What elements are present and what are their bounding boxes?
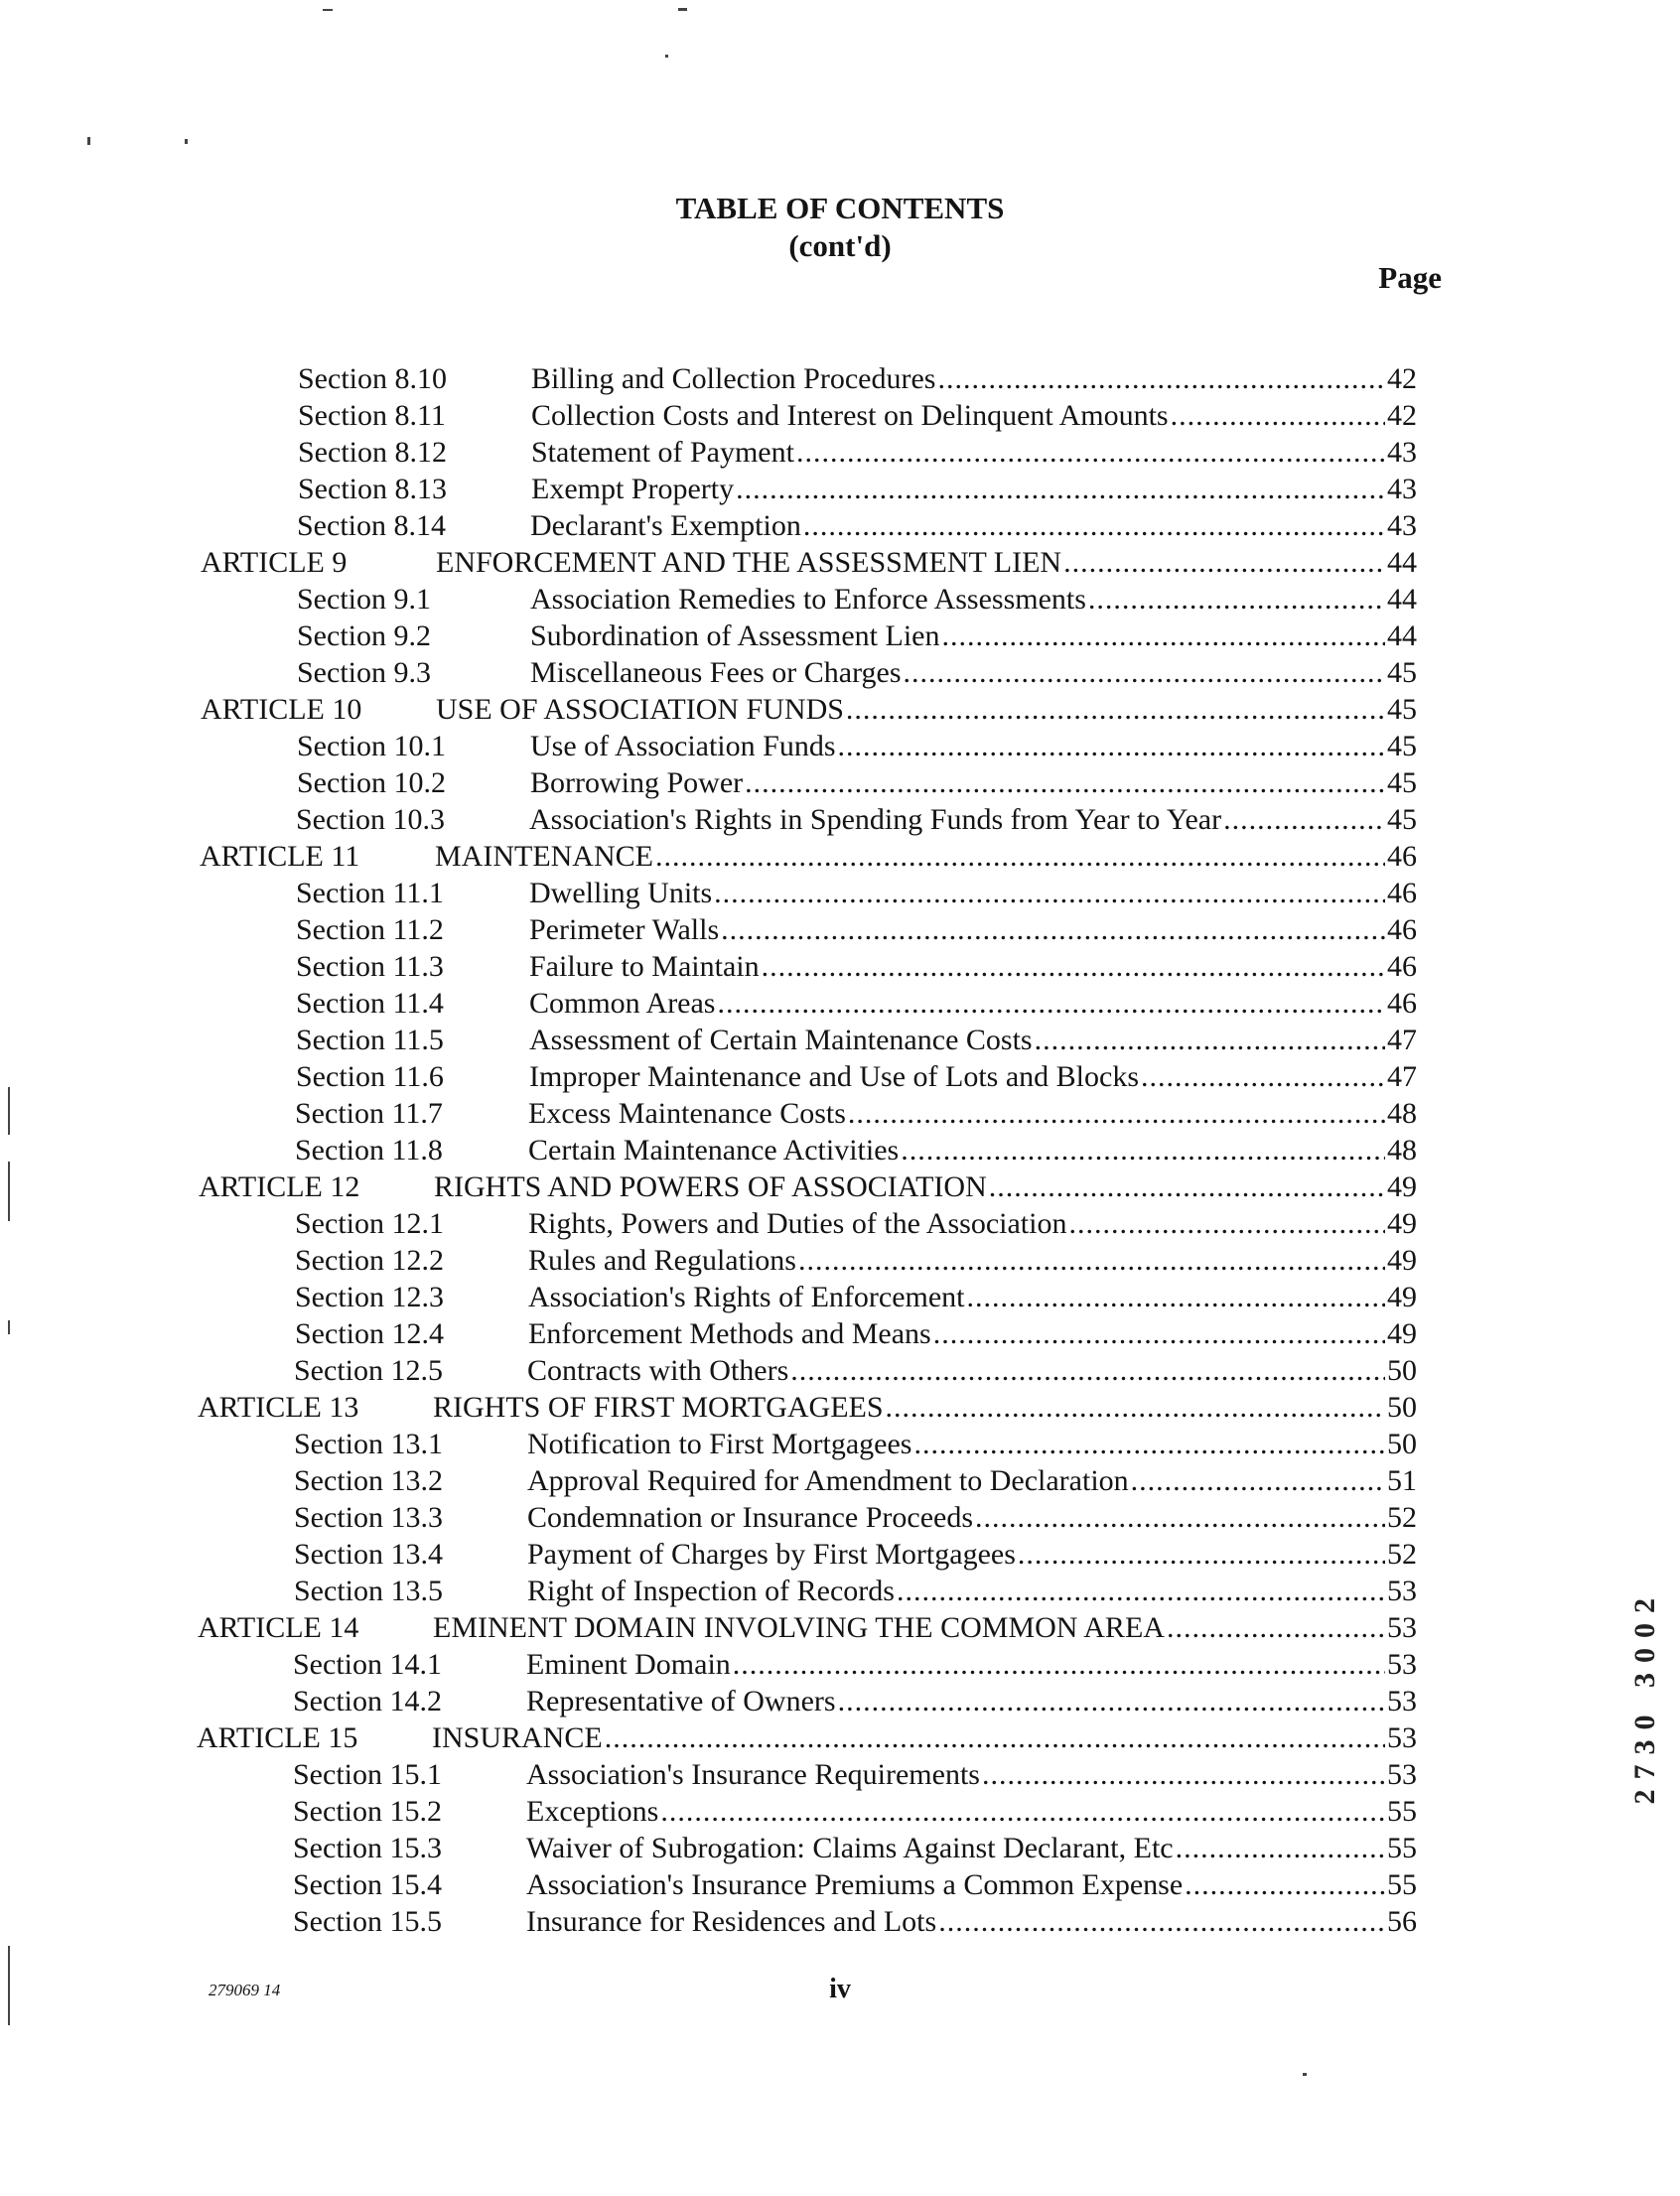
section-number: Section 11.8 bbox=[295, 1134, 443, 1167]
toc-section-row bbox=[0, 1279, 1680, 1315]
toc-entry-line bbox=[436, 691, 1417, 728]
page-ref: 55 bbox=[1387, 1795, 1417, 1828]
toc-entry-line bbox=[527, 1573, 1417, 1609]
section-number: Section 11.2 bbox=[296, 913, 444, 946]
dot-leader bbox=[721, 911, 1385, 948]
toc-entry-line bbox=[529, 1022, 1417, 1058]
section-title: Enforcement Methods and Means bbox=[528, 1317, 931, 1350]
toc-entry-line bbox=[527, 1462, 1417, 1499]
section-number: Section 8.12 bbox=[298, 436, 447, 469]
section-number: Section 12.4 bbox=[295, 1317, 444, 1350]
section-title: Association Remedies to Enforce Assessments bbox=[530, 583, 1086, 616]
dot-leader bbox=[982, 1756, 1385, 1793]
section-title: Contracts with Others bbox=[527, 1354, 789, 1387]
section-number: Section 13.1 bbox=[294, 1428, 443, 1460]
section-number: Section 11.6 bbox=[296, 1060, 444, 1093]
toc-article-row bbox=[0, 544, 1680, 581]
dot-leader bbox=[1141, 1058, 1385, 1095]
toc-section-row bbox=[0, 875, 1680, 911]
article-number: ARTICLE 14 bbox=[198, 1611, 359, 1644]
dot-leader bbox=[989, 1168, 1385, 1205]
article-number: ARTICLE 15 bbox=[197, 1721, 358, 1754]
section-title: Borrowing Power bbox=[530, 766, 744, 799]
page-ref: 49 bbox=[1387, 1170, 1417, 1203]
section-number: Section 13.2 bbox=[294, 1464, 443, 1497]
section-number: Section 11.5 bbox=[296, 1024, 444, 1056]
toc-entry-line bbox=[526, 1646, 1417, 1683]
toc-section-row bbox=[0, 654, 1680, 691]
page-ref: 55 bbox=[1387, 1832, 1417, 1864]
section-title: Miscellaneous Fees or Charges bbox=[530, 656, 902, 689]
section-number: Section 12.5 bbox=[294, 1354, 443, 1387]
toc-section-row bbox=[0, 1315, 1680, 1352]
page-ref: 51 bbox=[1387, 1464, 1417, 1497]
dot-leader bbox=[846, 691, 1385, 728]
page-ref: 48 bbox=[1387, 1134, 1417, 1167]
dot-leader bbox=[967, 1279, 1386, 1315]
toc-entry-line bbox=[530, 764, 1417, 801]
section-title: Improper Maintenance and Use of Lots and Blocks bbox=[529, 1060, 1139, 1093]
section-title: Notification to First Mortgagees bbox=[527, 1428, 912, 1460]
section-number: Section 8.11 bbox=[298, 399, 446, 432]
article-title: MAINTENANCE bbox=[435, 840, 653, 873]
toc-entry-line bbox=[526, 1903, 1417, 1940]
toc-section-row bbox=[0, 801, 1680, 838]
toc-section-row bbox=[0, 1903, 1680, 1940]
dot-leader bbox=[937, 360, 1385, 397]
section-number: Section 11.4 bbox=[296, 987, 444, 1020]
dot-leader bbox=[1223, 801, 1385, 838]
toc-entry-line bbox=[529, 911, 1417, 948]
toc-entry-line bbox=[529, 801, 1417, 838]
dot-leader bbox=[762, 948, 1385, 985]
section-title: Statement of Payment bbox=[531, 436, 794, 469]
dot-leader bbox=[605, 1719, 1385, 1756]
section-title: Association's Insurance Premiums a Common Expense bbox=[526, 1868, 1184, 1901]
toc-section-row bbox=[0, 1058, 1680, 1095]
dot-leader bbox=[733, 1646, 1385, 1683]
page-ref: 43 bbox=[1387, 473, 1417, 505]
section-number: Section 12.1 bbox=[295, 1207, 444, 1240]
section-number: Section 14.1 bbox=[293, 1648, 442, 1681]
section-title: Assessment of Certain Maintenance Costs bbox=[529, 1024, 1033, 1056]
page-ref: 56 bbox=[1387, 1905, 1417, 1938]
dot-leader bbox=[655, 838, 1385, 875]
dot-leader bbox=[1063, 544, 1385, 581]
section-number: Section 11.1 bbox=[296, 877, 444, 909]
toc-entry-line bbox=[528, 1095, 1417, 1132]
dot-leader bbox=[975, 1499, 1385, 1536]
page-ref: 42 bbox=[1387, 362, 1417, 395]
section-number: Section 13.3 bbox=[294, 1501, 443, 1534]
dot-leader bbox=[1068, 1205, 1385, 1242]
dot-leader bbox=[798, 1242, 1385, 1279]
toc-section-row bbox=[0, 764, 1680, 801]
scan-speck bbox=[87, 137, 90, 145]
document-code: 279069 14 bbox=[209, 1981, 281, 1999]
page-ref: 50 bbox=[1387, 1391, 1417, 1424]
toc-article-row bbox=[0, 691, 1680, 728]
dot-leader bbox=[913, 1426, 1385, 1462]
toc-entry-line bbox=[530, 581, 1417, 618]
section-title: Association's Rights of Enforcement bbox=[528, 1281, 965, 1313]
page-ref: 55 bbox=[1387, 1868, 1417, 1901]
dot-leader bbox=[745, 764, 1385, 801]
dot-leader bbox=[1171, 397, 1385, 434]
dot-leader bbox=[1088, 581, 1385, 618]
dot-leader bbox=[1176, 1830, 1385, 1866]
section-title: Exceptions bbox=[526, 1795, 659, 1828]
scan-speck bbox=[665, 55, 668, 58]
toc-section-row bbox=[0, 1646, 1680, 1683]
article-number: ARTICLE 9 bbox=[201, 546, 348, 579]
dot-leader bbox=[803, 507, 1385, 544]
section-title: Approval Required for Amendment to Declaration bbox=[527, 1464, 1129, 1497]
toc-section-row bbox=[0, 1866, 1680, 1903]
toc-entry-line bbox=[526, 1756, 1417, 1793]
toc-entry-line bbox=[529, 948, 1417, 985]
toc-entry-line bbox=[433, 1389, 1417, 1426]
dot-leader bbox=[714, 875, 1385, 911]
toc-section-row bbox=[0, 1095, 1680, 1132]
page-ref: 50 bbox=[1387, 1354, 1417, 1387]
page-ref: 43 bbox=[1387, 436, 1417, 469]
section-title: Association's Insurance Requirements bbox=[526, 1758, 980, 1791]
section-title: Excess Maintenance Costs bbox=[528, 1097, 846, 1130]
toc-entry-line bbox=[530, 654, 1417, 691]
toc-entry-line bbox=[529, 875, 1417, 911]
page-ref: 50 bbox=[1387, 1428, 1417, 1460]
toc-entry-line bbox=[527, 1426, 1417, 1462]
toc-section-row bbox=[0, 728, 1680, 764]
toc-entry-line bbox=[526, 1866, 1417, 1903]
toc-section-row bbox=[0, 1536, 1680, 1573]
dot-leader bbox=[941, 618, 1385, 654]
page-ref: 49 bbox=[1387, 1244, 1417, 1277]
article-number: ARTICLE 13 bbox=[198, 1391, 359, 1424]
page-ref: 46 bbox=[1387, 840, 1417, 873]
section-title: Representative of Owners bbox=[526, 1685, 836, 1717]
section-number: Section 9.1 bbox=[297, 583, 431, 616]
section-title: Declarant's Exemption bbox=[530, 509, 801, 542]
toc-section-row bbox=[0, 1830, 1680, 1866]
section-number: Section 13.4 bbox=[294, 1538, 443, 1571]
dot-leader bbox=[790, 1352, 1385, 1389]
article-title: INSURANCE bbox=[432, 1721, 603, 1754]
toc-subtitle: (cont'd) bbox=[788, 228, 892, 263]
toc-entry-line bbox=[531, 434, 1417, 471]
dot-leader bbox=[660, 1793, 1385, 1830]
section-title: Dwelling Units bbox=[529, 877, 713, 909]
dot-leader bbox=[901, 1132, 1385, 1168]
section-title: Right of Inspection of Records bbox=[527, 1575, 895, 1607]
page-ref: 48 bbox=[1387, 1097, 1417, 1130]
scan-speck bbox=[323, 9, 333, 11]
scan-speck bbox=[1303, 2073, 1307, 2076]
toc-title: TABLE OF CONTENTS bbox=[675, 191, 1005, 225]
page-ref: 46 bbox=[1387, 950, 1417, 983]
scan-speck bbox=[185, 139, 188, 144]
page-ref: 44 bbox=[1387, 619, 1417, 652]
toc-entry-line bbox=[526, 1830, 1417, 1866]
toc-section-row bbox=[0, 618, 1680, 654]
toc-entry-line bbox=[526, 1683, 1417, 1719]
toc-section-row bbox=[0, 1352, 1680, 1389]
page-ref: 47 bbox=[1387, 1024, 1417, 1056]
article-number: ARTICLE 12 bbox=[199, 1170, 360, 1203]
toc-section-row bbox=[0, 360, 1680, 397]
toc-entry-line bbox=[531, 471, 1417, 507]
section-title: Billing and Collection Procedures bbox=[531, 362, 936, 395]
dot-leader bbox=[736, 471, 1385, 507]
page-ref: 42 bbox=[1387, 399, 1417, 432]
section-title: Waiver of Subrogation: Claims Against Declarant, Etc bbox=[526, 1832, 1174, 1864]
section-title: Condemnation or Insurance Proceeds bbox=[527, 1501, 974, 1534]
page-ref: 45 bbox=[1387, 693, 1417, 726]
toc-section-row bbox=[0, 507, 1680, 544]
page-ref: 46 bbox=[1387, 877, 1417, 909]
toc-entry-line bbox=[530, 507, 1417, 544]
article-title: USE OF ASSOCIATION FUNDS bbox=[436, 693, 844, 726]
toc-entry-line bbox=[531, 397, 1417, 434]
toc-section-row bbox=[0, 911, 1680, 948]
dot-leader bbox=[796, 434, 1385, 471]
toc-section-row bbox=[0, 1022, 1680, 1058]
scan-speck bbox=[678, 8, 687, 11]
page-ref: 47 bbox=[1387, 1060, 1417, 1093]
page-ref: 53 bbox=[1387, 1575, 1417, 1607]
toc-entry-line bbox=[530, 728, 1417, 764]
section-number: Section 15.2 bbox=[293, 1795, 442, 1828]
dot-leader bbox=[848, 1095, 1385, 1132]
toc-entry-line bbox=[528, 1132, 1417, 1168]
page-ref: 46 bbox=[1387, 987, 1417, 1020]
page-column-label: Page bbox=[1378, 260, 1442, 295]
toc-section-row bbox=[0, 1683, 1680, 1719]
section-number: Section 12.2 bbox=[295, 1244, 444, 1277]
section-title: Subordination of Assessment Lien bbox=[530, 619, 940, 652]
page-ref: 53 bbox=[1387, 1611, 1417, 1644]
page-ref: 44 bbox=[1387, 583, 1417, 616]
dot-leader bbox=[838, 1683, 1385, 1719]
section-number: Section 9.3 bbox=[297, 656, 431, 689]
section-title: Eminent Domain bbox=[526, 1648, 731, 1681]
section-number: Section 8.14 bbox=[297, 509, 446, 542]
toc-section-row bbox=[0, 471, 1680, 507]
toc-article-row bbox=[0, 1609, 1680, 1646]
page-number: iv bbox=[829, 1974, 851, 2004]
toc-entry-line bbox=[528, 1205, 1417, 1242]
article-title: RIGHTS OF FIRST MORTGAGEES bbox=[433, 1391, 884, 1424]
toc-section-row bbox=[0, 1426, 1680, 1462]
toc-entry-line bbox=[528, 1242, 1417, 1279]
dot-leader bbox=[838, 728, 1386, 764]
recording-stamp: 2730 3002 bbox=[1628, 1588, 1661, 1805]
toc-article-row bbox=[0, 1719, 1680, 1756]
dot-leader bbox=[1131, 1462, 1385, 1499]
toc-section-row bbox=[0, 948, 1680, 985]
page-ref: 53 bbox=[1387, 1721, 1417, 1754]
toc-entry-line bbox=[530, 618, 1417, 654]
toc-article-row bbox=[0, 838, 1680, 875]
dot-leader bbox=[1167, 1609, 1385, 1646]
toc-section-row bbox=[0, 1756, 1680, 1793]
section-number: Section 11.3 bbox=[296, 950, 444, 983]
section-number: Section 10.1 bbox=[297, 730, 446, 762]
toc-entry-line bbox=[527, 1352, 1417, 1389]
page-ref: 49 bbox=[1387, 1207, 1417, 1240]
toc-entry-line bbox=[432, 1719, 1417, 1756]
dot-leader bbox=[933, 1315, 1385, 1352]
toc-entry-line bbox=[531, 360, 1417, 397]
section-number: Section 15.5 bbox=[293, 1905, 442, 1938]
dot-leader bbox=[938, 1903, 1385, 1940]
section-number: Section 10.2 bbox=[297, 766, 446, 799]
toc-section-row bbox=[0, 1793, 1680, 1830]
toc-list bbox=[0, 360, 1680, 1940]
dot-leader bbox=[1185, 1866, 1385, 1903]
page-ref: 49 bbox=[1387, 1281, 1417, 1313]
dot-leader bbox=[904, 654, 1385, 691]
page-ref: 52 bbox=[1387, 1501, 1417, 1534]
section-title: Perimeter Walls bbox=[529, 913, 720, 946]
page-ref: 53 bbox=[1387, 1685, 1417, 1717]
toc-section-row bbox=[0, 581, 1680, 618]
toc-section-row bbox=[0, 1499, 1680, 1536]
section-number: Section 12.3 bbox=[295, 1281, 444, 1313]
section-number: Section 11.7 bbox=[295, 1097, 443, 1130]
toc-entry-line bbox=[528, 1315, 1417, 1352]
article-number: ARTICLE 11 bbox=[200, 840, 360, 873]
toc-entry-line bbox=[529, 1058, 1417, 1095]
page-ref: 52 bbox=[1387, 1538, 1417, 1571]
dot-leader bbox=[718, 985, 1386, 1022]
page-ref: 53 bbox=[1387, 1648, 1417, 1681]
section-number: Section 9.2 bbox=[297, 619, 431, 652]
section-title: Use of Association Funds bbox=[530, 730, 836, 762]
toc-entry-line bbox=[433, 1609, 1417, 1646]
toc-section-row bbox=[0, 1242, 1680, 1279]
article-number: ARTICLE 10 bbox=[201, 693, 362, 726]
page-ref: 49 bbox=[1387, 1317, 1417, 1350]
section-title: Failure to Maintain bbox=[529, 950, 760, 983]
section-title: Rules and Regulations bbox=[528, 1244, 796, 1277]
section-number: Section 8.10 bbox=[298, 362, 447, 395]
section-title: Exempt Property bbox=[531, 473, 735, 505]
section-number: Section 15.4 bbox=[293, 1868, 442, 1901]
toc-entry-line bbox=[435, 838, 1417, 875]
toc-section-row bbox=[0, 985, 1680, 1022]
page-ref: 45 bbox=[1387, 656, 1417, 689]
toc-entry-line bbox=[529, 985, 1417, 1022]
toc-section-row bbox=[0, 1132, 1680, 1168]
toc-section-row bbox=[0, 1462, 1680, 1499]
page-ref: 45 bbox=[1387, 730, 1417, 762]
section-number: Section 15.1 bbox=[293, 1758, 442, 1791]
toc-entry-line bbox=[526, 1793, 1417, 1830]
section-title: Certain Maintenance Activities bbox=[528, 1134, 900, 1167]
dot-leader bbox=[1018, 1536, 1385, 1573]
section-title: Rights, Powers and Duties of the Association bbox=[528, 1207, 1067, 1240]
toc-article-row bbox=[0, 1168, 1680, 1205]
page-ref: 53 bbox=[1387, 1758, 1417, 1791]
page-ref: 45 bbox=[1387, 766, 1417, 799]
toc-entry-line bbox=[527, 1499, 1417, 1536]
article-title: RIGHTS AND POWERS OF ASSOCIATION bbox=[434, 1170, 987, 1203]
toc-section-row bbox=[0, 434, 1680, 471]
section-number: Section 8.13 bbox=[298, 473, 447, 505]
section-number: Section 10.3 bbox=[296, 803, 445, 836]
toc-entry-line bbox=[436, 544, 1417, 581]
article-title: EMINENT DOMAIN INVOLVING THE COMMON AREA bbox=[433, 1611, 1165, 1644]
section-title: Payment of Charges by First Mortgagees bbox=[527, 1538, 1016, 1571]
toc-entry-line bbox=[528, 1279, 1417, 1315]
section-number: Section 13.5 bbox=[294, 1575, 443, 1607]
dot-leader bbox=[886, 1389, 1385, 1426]
section-number: Section 15.3 bbox=[293, 1832, 442, 1864]
section-title: Insurance for Residences and Lots bbox=[526, 1905, 937, 1938]
page-ref: 45 bbox=[1387, 803, 1417, 836]
page-ref: 46 bbox=[1387, 913, 1417, 946]
toc-entry-line bbox=[527, 1536, 1417, 1573]
section-title: Common Areas bbox=[529, 987, 716, 1020]
page-ref: 43 bbox=[1387, 509, 1417, 542]
dot-leader bbox=[897, 1573, 1385, 1609]
section-title: Collection Costs and Interest on Delinquent Amounts bbox=[531, 399, 1169, 432]
toc-entry-line bbox=[434, 1168, 1417, 1205]
article-title: ENFORCEMENT AND THE ASSESSMENT LIEN bbox=[436, 546, 1062, 579]
section-number: Section 14.2 bbox=[293, 1685, 442, 1717]
toc-section-row bbox=[0, 1573, 1680, 1609]
toc-article-row bbox=[0, 1389, 1680, 1426]
toc-section-row bbox=[0, 1205, 1680, 1242]
section-title: Association's Rights in Spending Funds from Year to Year bbox=[529, 803, 1222, 836]
toc-section-row bbox=[0, 397, 1680, 434]
page-ref: 44 bbox=[1387, 546, 1417, 579]
dot-leader bbox=[1035, 1022, 1385, 1058]
